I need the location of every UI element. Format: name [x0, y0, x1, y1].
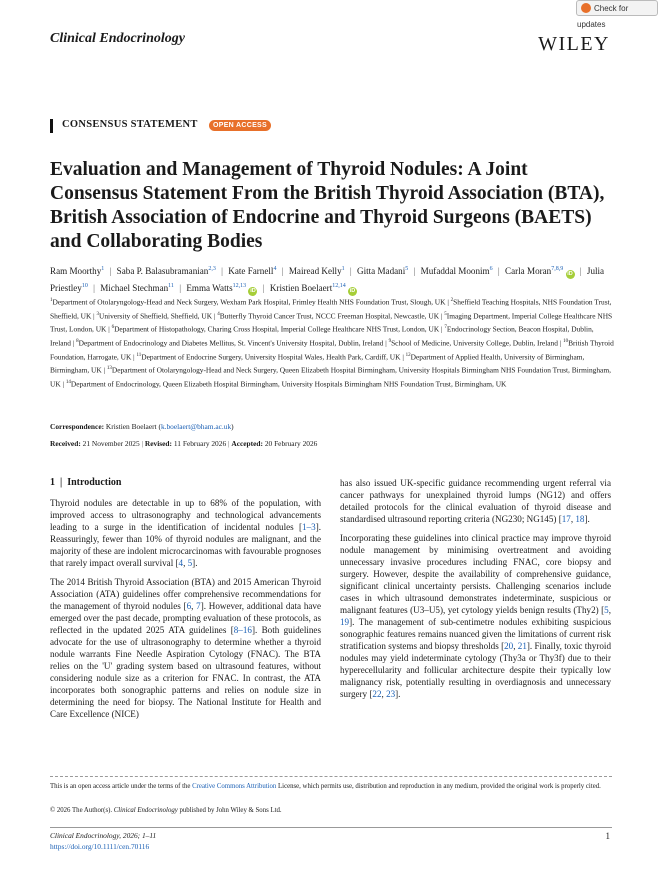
affiliation-marker[interactable]: 1: [101, 266, 105, 272]
affiliation-marker[interactable]: 11: [168, 283, 174, 290]
body-column-left: [50, 497, 321, 727]
affiliation-number: 13: [106, 366, 112, 372]
affiliation-separator: |: [439, 311, 445, 321]
affiliation-text: Sheffield Teaching Hospitals, NHS Foundation Trust, Sheffield, UK: [50, 297, 612, 321]
article-type: CONSENSUS STATEMENT: [62, 119, 198, 130]
affiliation-text: Department of Endocrine Surgery, University Hospital Wales, Health Park, Cardiff, UK: [141, 352, 401, 362]
affiliation-number: 2: [450, 298, 454, 303]
author-separator: |: [262, 283, 265, 294]
affiliation-number: 11: [136, 352, 142, 358]
affiliation-text: Butterfly Thyroid Cancer Trust, NCCC Freeman Hospital, Newcastle, UK: [219, 311, 440, 321]
affiliation-number: 12: [405, 352, 411, 358]
author-name[interactable]: Michael Stechman: [100, 283, 169, 294]
correspondence-email-link[interactable]: k.boelaert@bham.ac.uk: [160, 422, 232, 431]
citation-link[interactable]: 19: [340, 617, 350, 627]
affiliation-number: 7: [444, 325, 447, 331]
update-icon: [581, 3, 591, 13]
affiliation-separator: |: [445, 297, 451, 307]
citation-link[interactable]: 4: [178, 558, 184, 568]
affiliation-separator: |: [439, 324, 445, 334]
citation-link[interactable]: 5: [604, 605, 609, 615]
citation-link[interactable]: 22: [372, 689, 382, 699]
citation-link[interactable]: 21: [517, 641, 527, 651]
author-separator: |: [497, 266, 500, 277]
publisher-logo: WILEY: [538, 33, 610, 55]
affiliation-text: School of Medicine, University College, Dublin, Ireland: [391, 338, 558, 348]
paragraph: has also issued UK-specific guidance recommending urgent referral via cancer pathways for unexplained thyroid lumps (NG12) and offers detailed protocols for the clinical evaluation of thyroid disease and standardised ultrasound reporting criteria (NG230; NG145) [17, 18].: [340, 478, 611, 524]
affiliation-marker[interactable]: 7,8,9: [551, 266, 564, 272]
affiliation-number: 1: [50, 298, 53, 303]
paragraph: The 2014 British Thyroid Association (BTA) and 2015 American Thyroid Association (ATA) guidelines offer comprehensive recommendations for the management of thyroid nodules [6, 7]. However, additional data have emerged over the past decade, prompting evaluation of these protocols, as reflected in the updated 2025 ATA guidelines [8–16]. Both guidelines advocate for the use of ultrasonography to determine whether a thyroid nodule warrants Fine Needle Aspiration Cytology (FNAC). The BTA relies on the 'U' grading system based on ultrasound features, without considering nodule size as a criterion for FNAC. In contrast, the ATA incorporates both sonographic patterns and relies on nodule size in determining the need for biopsy. The National Institute for Health and Care Excellence (NICE): [50, 577, 322, 719]
open-access-badge: OPEN ACCESS: [209, 120, 271, 131]
affiliation-number: 9: [388, 339, 392, 345]
paragraph: Incorporating these guidelines into clinical practice may improve thyroid nodule management by minimising overtreatment and avoiding unnecessary invasive procedures including FNAC, core biopsy and surgery. However, despite the availability of comprehensive guidance, significant clinical uncertainty persists. Challenging scenarios include cases in which ultrasound demonstrates indeterminate, suspicious or malignant features (U3–U5), yet cytology yields benign results (Thy2) [5, 19]. The management of sub-centimetre nodules exhibiting suspicious sonographic features remains nuanced given the limitations of current risk stratification systems and biopsy thresholds [20, 21]. Finally, toxic thyroid nodules may yield indeterminate cytology (Thy3a or Thy3f) due to their hyperecellularity and follicular architecture despite their typically low malignancy risk, potentially resulting in overdiagnosis and unnecessary surgery [22, 23].: [340, 533, 612, 699]
author-separator: |: [281, 266, 284, 277]
footer-citation: Clinical Endocrinology, 2026; 1–11: [50, 831, 157, 840]
affiliation-text: Endocrinology Section, Beacon Hospital, Dublin, Ireland: [50, 324, 594, 348]
author-name[interactable]: Saba P. Balasubramanian: [116, 266, 209, 277]
citation-link[interactable]: 1–3: [302, 522, 316, 532]
affiliation-separator: |: [106, 324, 112, 334]
affiliation-separator: |: [91, 311, 97, 321]
footer-divider: [50, 827, 612, 828]
affiliation-marker[interactable]: 6: [489, 266, 493, 272]
check-for-updates-button[interactable]: Check for updates: [576, 0, 658, 16]
citation-link[interactable]: 20: [504, 641, 514, 651]
journal-name: Clinical Endocrinology: [50, 31, 185, 46]
citation-link[interactable]: 6: [186, 601, 192, 611]
author-separator: |: [413, 266, 416, 277]
affiliation-text: Department of Endocrinology, Queen Elizabeth Hospital Birmingham, University Hospitals Birmingham NHS Foundation Trust, Birmingham, UK: [70, 379, 507, 389]
affiliation-number: 3: [96, 311, 100, 317]
affiliation-text: British Thyroid Foundation, Harrogate, UK: [50, 338, 614, 362]
affiliation-text: Department of Otolaryngology-Head and Neck Surgery, Queen Elizabeth Hospital Birmingham, University Hospitals Birmingham NHS Foundation Trust, Birmingham, UK: [50, 365, 611, 389]
affiliation-number: 4: [217, 311, 220, 317]
affiliation-text: Imaging Department, Imperial College Healthcare NHS Trust, London, UK: [50, 311, 613, 334]
affiliation-text: University of Sheffield, Sheffield, UK: [99, 311, 213, 321]
orcid-icon[interactable]: iD: [567, 271, 573, 278]
section-heading: 1 | Introduction: [50, 477, 122, 488]
citation-link[interactable]: 23: [386, 689, 396, 699]
affiliation-marker[interactable]: 4: [273, 266, 277, 272]
affiliation-separator: |: [101, 365, 107, 375]
author-separator: |: [579, 266, 582, 277]
page-number: 1: [605, 831, 610, 841]
author-separator: |: [349, 266, 352, 277]
affiliation-marker[interactable]: 12,13: [232, 283, 247, 290]
citation-link[interactable]: 18: [575, 514, 585, 524]
article-dates: Received: 21 November 2025 | Revised: 11 February 2026 | Accepted: 20 February 2026: [50, 439, 318, 448]
author-separator: |: [93, 283, 95, 294]
author-name[interactable]: Kristien Boelaert: [269, 283, 333, 294]
affiliation-text: Department of Histopathology, Charing Cross Hospital, Imperial College Healthcare NHS Trust, London, UK: [114, 324, 440, 334]
affiliation-number: 5: [444, 311, 447, 317]
footnote-divider: [50, 776, 612, 777]
author-name[interactable]: Ram Moorthy: [50, 266, 102, 277]
affiliations: [50, 295, 615, 391]
affiliation-separator: |: [212, 311, 218, 321]
affiliation-separator: |: [383, 338, 389, 348]
affiliation-number: 8: [76, 339, 79, 345]
affiliation-marker[interactable]: 1: [341, 266, 345, 272]
orcid-icon[interactable]: iD: [349, 288, 356, 295]
affiliation-marker[interactable]: 10: [81, 283, 88, 290]
license-note: This is an open access article under the terms of the Creative Commons Attribution License, which permits use, distribution and reproduction in any medium, provided the original work is properly cited.: [50, 783, 601, 790]
affiliation-separator: |: [60, 379, 66, 389]
author-list: [50, 262, 615, 296]
citation-link[interactable]: 7: [196, 601, 201, 611]
article-title: Evaluation and Management of Thyroid Nodules: A Joint Consensus Statement From the British Thyroid Association (BTA), British Association of Endocrine and Thyroid Surgeons (BAETS) and Collaborating Bodies: [50, 159, 605, 252]
author-name[interactable]: Emma Watts: [186, 283, 233, 294]
affiliation-number: 6: [111, 325, 115, 331]
correspondence: Correspondence: Kristien Boelaert (k.boelaert@bham.ac.uk): [50, 422, 234, 431]
body-column-right: [340, 477, 611, 707]
author-name[interactable]: Carla Moran: [505, 266, 552, 277]
article-type-bar: [50, 119, 53, 133]
affiliation-text: Department of Otolaryngology-Head and Neck Surgery, Wexham Park Hospital, Frimley Health NHS Foundation Trust, Slough, UK: [52, 297, 446, 307]
author-separator: |: [109, 266, 112, 277]
author-name[interactable]: Mufaddal Moonim: [420, 266, 490, 277]
affiliation-text: Department of Applied Health, University of Birmingham, Birmingham, UK: [50, 352, 585, 375]
author-name[interactable]: Gitta Madani: [357, 266, 406, 277]
citation-link[interactable]: 5: [187, 558, 193, 568]
affiliation-separator: |: [557, 338, 564, 348]
affiliation-marker[interactable]: 12,14: [332, 283, 346, 290]
affiliation-number: 10: [563, 339, 569, 345]
author-separator: |: [221, 266, 223, 277]
affiliation-separator: |: [400, 352, 406, 362]
citation-link[interactable]: 17: [561, 514, 571, 524]
doi-link[interactable]: https://doi.org/10.1111/cen.70116: [50, 842, 150, 851]
copyright-note: © 2026 The Author(s). Clinical Endocrinology published by John Wiley & Sons Ltd.: [50, 807, 282, 814]
affiliation-number: 14: [65, 380, 71, 386]
affiliation-marker[interactable]: 5: [405, 266, 409, 272]
affiliation-marker[interactable]: 2,3: [208, 266, 216, 272]
author-separator: |: [179, 283, 182, 294]
orcid-icon[interactable]: iD: [250, 288, 256, 295]
author-name[interactable]: Mairead Kelly: [288, 266, 342, 277]
affiliation-separator: |: [131, 352, 137, 362]
citation-link[interactable]: 8–16: [233, 625, 252, 635]
affiliation-text: Department of Endocrinology and Diabetes Mellitus, St. Vincent's University Hospital, Dublin, Ireland: [78, 338, 384, 348]
affiliation-separator: |: [70, 338, 77, 348]
author-name[interactable]: Kate Farnell: [228, 266, 274, 277]
paragraph: Thyroid nodules are detectable in up to 68% of the population, with improved access to ultrasonography and technological advancements leading to a surge in the identification of incidental nodules [1–3]. Reassuringly, fewer than 10% of thyroid nodules are malignant, and the majority of these are indolent microcarcinomas with favourable prognoses that rarely impact overall survival [4, 5].: [50, 498, 321, 568]
author-name[interactable]: Julia Priestley: [50, 266, 605, 294]
license-link[interactable]: Creative Commons Attribution: [192, 783, 277, 790]
